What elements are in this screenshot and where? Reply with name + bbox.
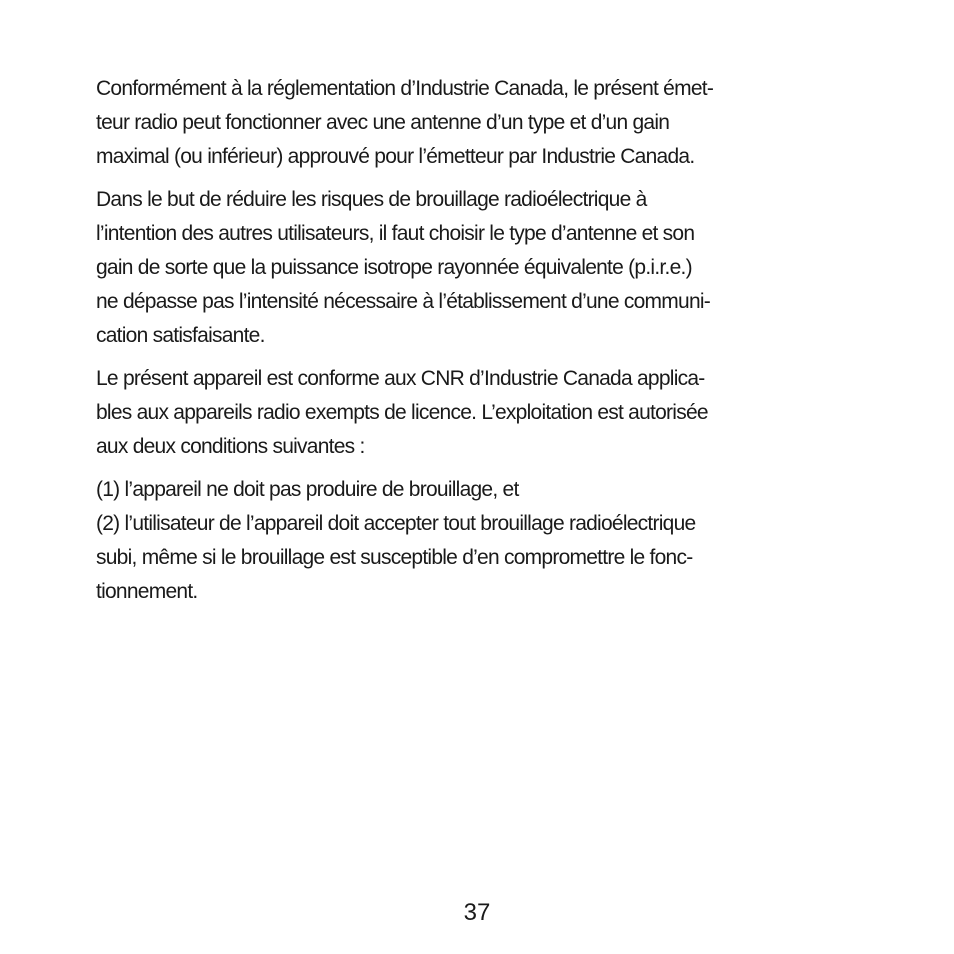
text-line: tionnement. (96, 580, 198, 603)
text-line: cation satisfaisante. (96, 324, 265, 347)
paragraph-conditions (96, 473, 886, 609)
text-line: l’intention des autres utilisateurs, il faut choisir le type d’antenne et son (96, 222, 695, 245)
text-line: bles aux appareils radio exempts de licence. L’exploitation est autorisée (96, 401, 708, 424)
text-line: (2) l’utilisateur de l’appareil doit accepter tout brouillage radioélectrique (96, 512, 696, 535)
text-line: gain de sorte que la puissance isotrope rayonnée équivalente (p.i.r.e.) (96, 256, 692, 279)
page-number: 37 (463, 899, 491, 926)
text-line: aux deux conditions suivantes : (96, 435, 365, 458)
text-line: Conformément à la réglementation d’Industrie Canada, le présent émet- (96, 77, 714, 100)
text-line: (1) l’appareil ne doit pas produire de brouillage, et (96, 478, 519, 501)
text-line: ne dépasse pas l’intensité nécessaire à l’établissement d’une communi- (96, 290, 711, 313)
paragraph-interference-reduction (96, 183, 886, 353)
text-line: Le présent appareil est conforme aux CNR d’Industrie Canada applica- (96, 367, 705, 390)
text-line: Dans le but de réduire les risques de brouillage radioélectrique à (96, 188, 647, 211)
paragraph-cnr-compliance (96, 362, 886, 464)
text-line: teur radio peut fonctionner avec une antenne d’un type et d’un gain (96, 111, 670, 134)
text-line: subi, même si le brouillage est susceptible d’en compromettre le fonc- (96, 546, 693, 569)
paragraph-antenna-gain (96, 72, 886, 174)
text-line: maximal (ou inférieur) approuvé pour l’émetteur par Industrie Canada. (96, 145, 695, 168)
body-text (96, 72, 886, 618)
